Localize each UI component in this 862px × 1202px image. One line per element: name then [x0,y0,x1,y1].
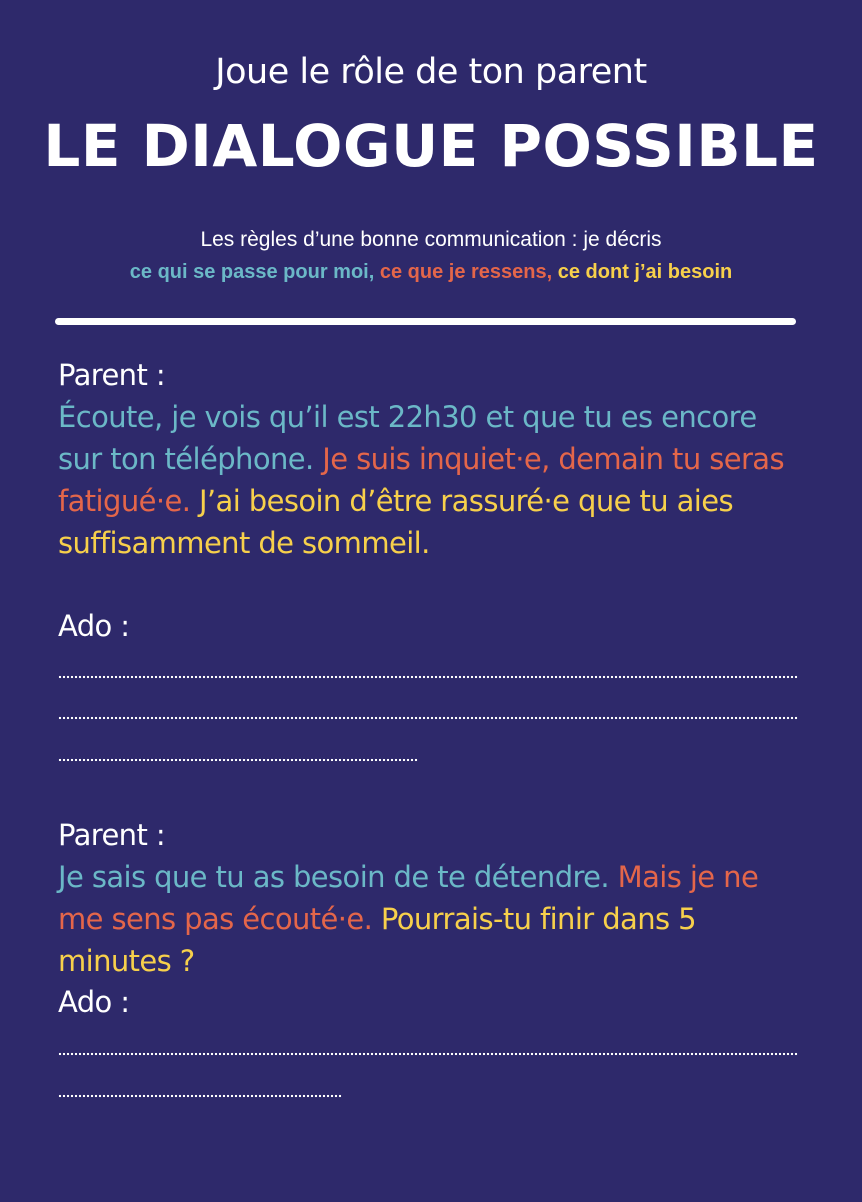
rules-intro: Les règles d’une bonne communication : je décris [200,228,662,251]
statement-feel: Mais je ne me sens pas écouté·e. [58,860,759,936]
answer-line[interactable] [58,716,798,720]
answer-line[interactable] [58,758,418,762]
rules-text [0,224,862,288]
statement-describe: Écoute, je vois qu’il est 22h30 et que tu es encore sur ton téléphone. [58,400,757,476]
teen-answer-1 [58,605,798,647]
statement-describe: Je sais que tu as besoin de te détendre. [58,860,610,894]
statement-text [58,856,798,982]
card-title: LE DIALOGUE POSSIBLE [43,112,819,180]
statement-need: Pourrais-tu finir dans 5 minutes ? [58,902,696,978]
speaker-label: Parent : [58,818,166,852]
rule-describe: ce qui se passe pour moi, [129,261,375,283]
speaker-label: Ado : [58,985,130,1019]
teen-answer-2 [58,981,798,1023]
card-subtitle: Joue le rôle de ton parent [215,52,647,92]
statement-feel: Je suis inquiet·e, demain tu seras fatigué·e. [58,442,784,518]
rules-categories [0,256,862,288]
statement-need: J’ai besoin d’être rassuré·e que tu aies suffisamment de sommeil. [58,484,734,560]
answer-line[interactable] [58,675,798,679]
speaker-label: Parent : [58,358,166,392]
answer-line[interactable] [58,1052,798,1056]
parent-statement-1 [58,354,798,564]
rule-need: ce dont j’ai besoin [557,261,733,283]
parent-statement-2 [58,814,798,982]
rule-feel: ce que je ressens, [379,261,553,283]
statement-text [58,396,798,564]
divider-line [55,318,796,325]
speaker-label: Ado : [58,609,130,643]
answer-line[interactable] [58,1094,342,1098]
